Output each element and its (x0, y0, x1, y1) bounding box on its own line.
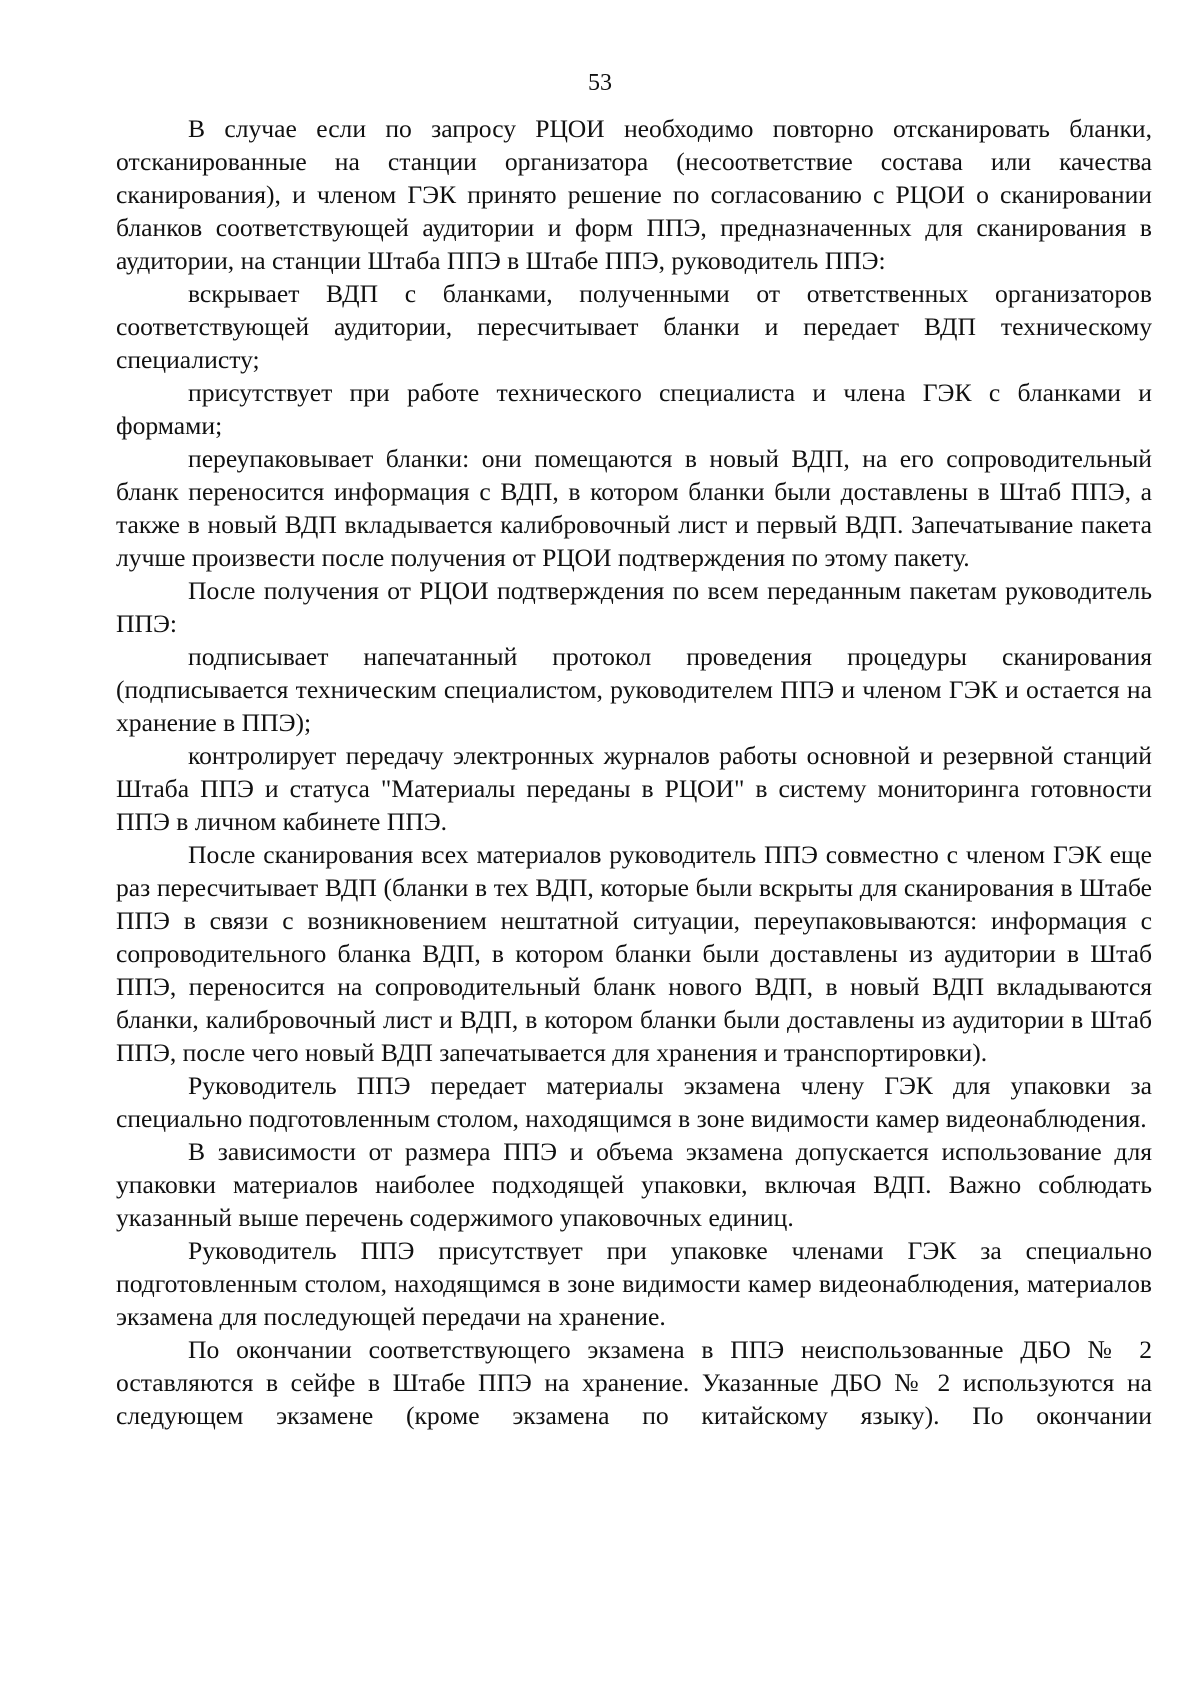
paragraph-attends-work: присутствует при работе технического специалиста и члена ГЭК с бланками и формами; (116, 378, 1152, 440)
paragraph-after-confirmation: После получения от РЦОИ подтверждения по всем переданным пакетам руководитель ППЭ: (116, 576, 1152, 638)
paragraph-hands-over-materials: Руководитель ППЭ передает материалы экзамена члену ГЭК для упаковки за специально подготовленным столом, находящимся в зоне видимости камер видеонаблюдения. (116, 1071, 1152, 1133)
paragraph-attends-packaging: Руководитель ППЭ присутствует при упаковке членами ГЭК за специально подготовленным столом, находящимся в зоне видимости камер видеонаблюдения, материалов экзамена для последующей передачи на хранение. (116, 1236, 1152, 1331)
paragraph-signs-protocol: подписывает напечатанный протокол проведения процедуры сканирования (подписывается техническим специалистом, руководителем ППЭ и членом ГЭК и остается на хранение в ППЭ); (116, 642, 1152, 737)
paragraph-packaging-options: В зависимости от размера ППЭ и объема экзамена допускается использование для упаковки материалов наиболее подходящей упаковки, включая ВДП. Важно соблюдать указанный выше перечень содержимого упаковочных единиц. (116, 1137, 1152, 1232)
paragraph-unused-forms: По окончании соответствующего экзамена в ППЭ неиспользованные ДБО № 2 оставляются в сейфе в Штабе ППЭ на хранение. Указанные ДБО № 2 используются на следующем экзамене (кроме экзамена по китайскому языку). По окончании (116, 1335, 1152, 1430)
paragraph-rescan-conditions: В случае если по запросу РЦОИ необходимо повторно отсканировать бланки, отсканированные на станции организатора (несоответствие состава или качества сканирования), и членом ГЭК принято решение по согласованию с РЦОИ о сканировании бланков соответствующей аудитории и форм ППЭ, предназначенных для сканирования в аудитории, на станции Штаба ППЭ в Штабе ППЭ, руководитель ППЭ: (116, 114, 1152, 275)
paragraph-repacks-forms: переупаковывает бланки: они помещаются в новый ВДП, на его сопроводительный бланк переносится информация с ВДП, в котором бланки были доставлены в Штаб ППЭ, а также в новый ВДП вкладывается калибровочный лист и первый ВДП. Запечатывание пакета лучше произвести после получения от РЦОИ подтверждения по этому пакету. (116, 444, 1152, 572)
paragraph-controls-transfer: контролирует передачу электронных журналов работы основной и резервной станций Штаба ППЭ и статуса "Материалы переданы в РЦОИ" в систему мониторинга готовности ППЭ в личном кабинете ППЭ. (116, 741, 1152, 836)
document-body (116, 112, 1152, 1432)
paragraph-after-scanning: После сканирования всех материалов руководитель ППЭ совместно с членом ГЭК еще раз пересчитывает ВДП (бланки в тех ВДП, которые были вскрыты для сканирования в Штабе ППЭ в связи с возникновением нештатной ситуации, переупаковываются: информация с сопроводительного бланка ВДП, в котором бланки были доставлены из аудитории в Штаб ППЭ, переносится на сопроводительный бланк нового ВДП, в новый ВДП вкладываются бланки, калибровочный лист и ВДП, в котором бланки были доставлены из аудитории в Штаб ППЭ, после чего новый ВДП запечатывается для хранения и транспортировки). (116, 840, 1152, 1067)
paragraph-opens-return-envelope: вскрывает ВДП с бланками, полученными от ответственных организаторов соответствующей аудитории, пересчитывает бланки и передает ВДП техническому специалисту; (116, 279, 1152, 374)
page-number: 53 (588, 70, 612, 96)
